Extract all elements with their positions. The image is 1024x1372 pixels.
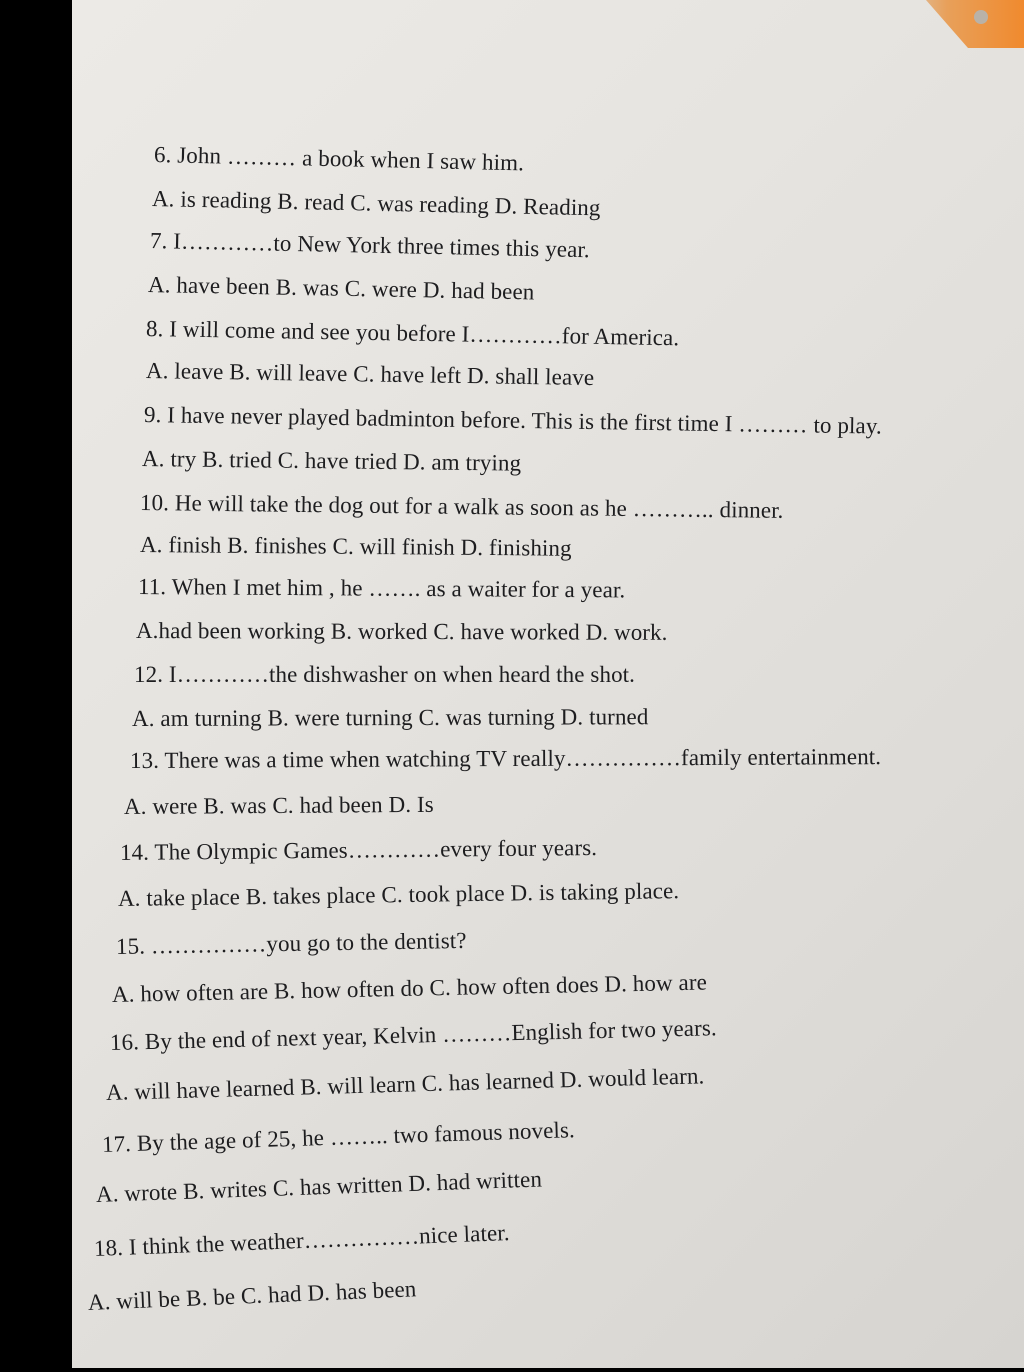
question-10-stem: 10. He will take the dog out for a walk as soon as he ……….. dinner.: [139, 490, 784, 523]
question-6-options: A. is reading B. read C. was reading D. Reading: [151, 186, 601, 221]
question-7-stem: 7. I…………to New York three times this year.: [149, 228, 591, 263]
question-12-options: A. am turning B. were turning C. was turning D. turned: [131, 704, 649, 731]
question-18-stem: 18. I think the weather……………nice later.: [93, 1220, 511, 1261]
worksheet-page: [72, 0, 1024, 1368]
question-8-stem: 8. I will come and see you before I…………for America.: [145, 316, 680, 351]
question-10-options: A. finish B. finishes C. will finish D. finishing: [139, 532, 572, 561]
question-8-options: A. leave B. will leave C. have left D. shall leave: [145, 358, 595, 391]
question-18-options: A. will be B. be C. had D. has been: [87, 1276, 417, 1315]
question-15-options: A. how often are B. how often do C. how often does D. how are: [111, 969, 708, 1007]
question-17-stem: 17. By the age of 25, he …….. two famous novels.: [101, 1117, 576, 1157]
question-6-stem: 6. John ……… a book when I saw him.: [153, 142, 525, 176]
question-16-stem: 16. By the end of next year, Kelvin ………English for two years.: [109, 1015, 718, 1055]
question-11-options: A.had been working B. worked C. have worked D. work.: [135, 618, 668, 645]
page-corner-decoration: [884, 0, 1024, 48]
question-11-stem: 11. When I met him , he ……. as a waiter for a year.: [137, 574, 626, 603]
question-17-options: A. wrote B. writes C. has written D. had written: [95, 1166, 543, 1207]
question-14-options: A. take place B. takes place C. took place D. is taking place.: [117, 878, 680, 911]
corner-mark-icon: [974, 10, 988, 24]
question-14-stem: 14. The Olympic Games…………every four years.: [119, 835, 598, 865]
question-13-options: A. were B. was C. had been D. Is: [123, 791, 434, 819]
question-15-stem: 15. ……………you go to the dentist?: [115, 927, 467, 959]
question-13-stem: 13. There was a time when watching TV really……………family entertainment.: [129, 744, 882, 773]
question-12-stem: 12. I…………the dishwasher on when heard the shot.: [134, 662, 636, 687]
question-7-options: A. have been B. was C. were D. had been: [147, 272, 535, 305]
question-9-stem: 9. I have never played badminton before. This is the first time I ……… to play.: [143, 402, 882, 439]
question-16-options: A. will have learned B. will learn C. has learned D. would learn.: [105, 1063, 705, 1105]
question-9-options: A. try B. tried C. have tried D. am trying: [141, 446, 522, 476]
